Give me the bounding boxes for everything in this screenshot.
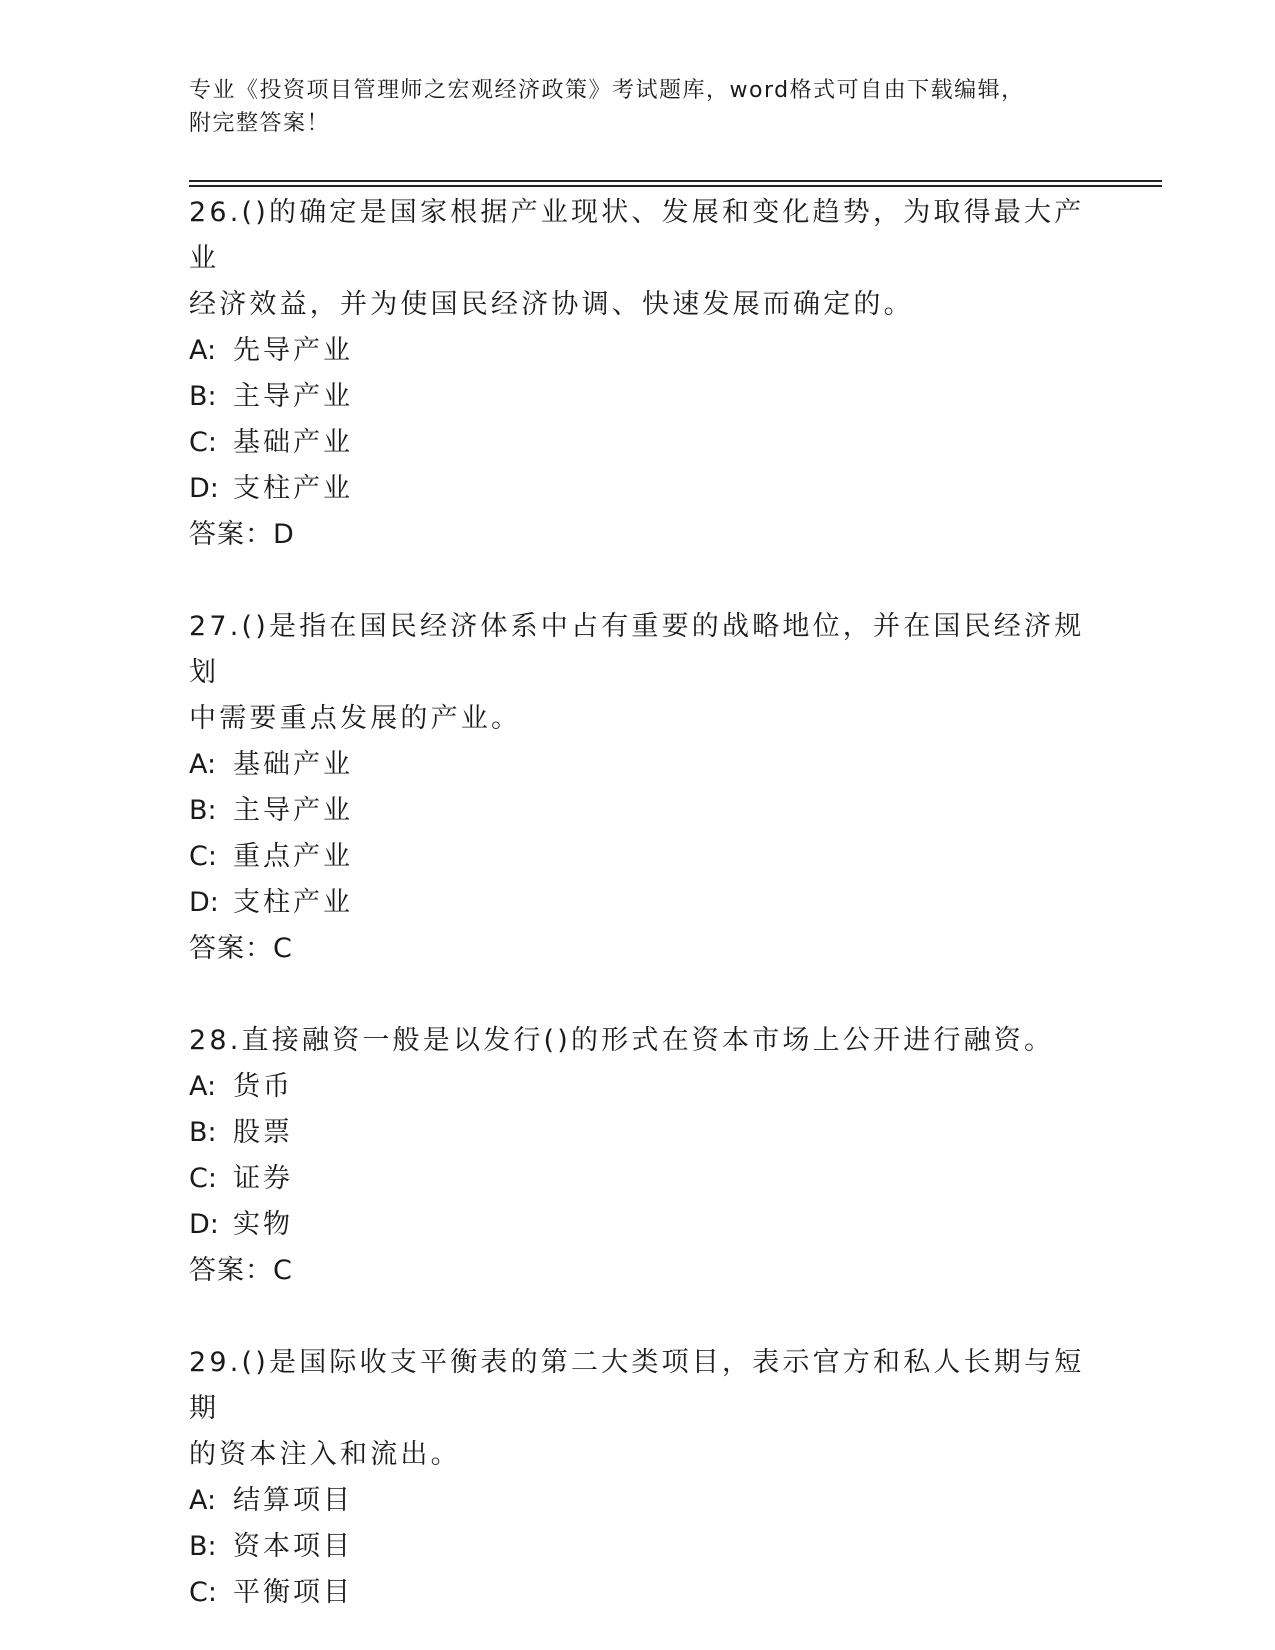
question-stem-line: 的资本注入和流出。 [189,1439,461,1470]
document-header [189,74,1069,140]
question-28 [189,1018,1089,1340]
question-list [189,190,1089,1616]
option-text: 资本项目 [233,1531,353,1562]
question-29 [189,1340,1089,1616]
question-stem-line: 经济效益，并为使国民经济协调、快速发展而确定的。 [189,289,914,320]
header-divider-bottom [189,185,1162,187]
option-c [189,420,1089,466]
option-text: 支柱产业 [233,887,353,918]
option-text: 股票 [233,1117,293,1148]
option-a [189,1478,1089,1524]
option-key: A: [189,1485,217,1516]
option-key: D: [189,1209,219,1240]
option-key: B: [189,1117,217,1148]
option-text: 平衡项目 [233,1577,353,1608]
header-divider-top [189,180,1162,182]
option-key: A: [189,335,217,366]
option-key: C: [189,1163,217,1194]
option-key: D: [189,887,219,918]
option-d [189,880,1089,926]
option-d [189,466,1089,512]
option-text: 实物 [233,1209,293,1240]
option-key: A: [189,749,217,780]
question-stem-line: 26.()的确定是国家根据产业现状、发展和变化趋势，为取得最大产业 [189,197,1085,274]
option-key: C: [189,427,217,458]
option-text: 货币 [233,1071,293,1102]
question-stem-line: 29.()是国际收支平衡表的第二大类项目，表示官方和私人长期与短期 [189,1347,1085,1424]
option-b [189,1110,1089,1156]
option-key: B: [189,1531,217,1562]
option-text: 先导产业 [233,335,353,366]
option-text: 主导产业 [233,381,353,412]
option-key: B: [189,381,217,412]
question-stem-line: 28.直接融资一般是以发行()的形式在资本市场上公开进行融资。 [189,1025,1055,1056]
option-key: A: [189,1071,217,1102]
option-a [189,742,1089,788]
question-27 [189,604,1089,1018]
option-key: B: [189,795,217,826]
option-text: 证券 [233,1163,293,1194]
question-stem-line: 27.()是指在国民经济体系中占有重要的战略地位，并在国民经济规划 [189,611,1085,688]
option-b [189,788,1089,834]
option-key: C: [189,841,217,872]
option-a [189,328,1089,374]
option-text: 基础产业 [233,749,353,780]
option-text: 支柱产业 [233,473,353,504]
option-text: 基础产业 [233,427,353,458]
option-key: C: [189,1577,217,1608]
header-line-1: 专业《投资项目管理师之宏观经济政策》考试题库，word格式可自由下载编辑， [189,78,1025,103]
answer-line: 答案：C [189,933,293,964]
option-c [189,1570,1089,1616]
option-c [189,834,1089,880]
option-key: D: [189,473,219,504]
header-line-2: 附完整答案！ [189,111,331,136]
option-c [189,1156,1089,1202]
answer-line: 答案：C [189,1255,293,1286]
option-b [189,374,1089,420]
answer-line: 答案：D [189,519,295,550]
option-b [189,1524,1089,1570]
option-a [189,1064,1089,1110]
option-d [189,1202,1089,1248]
question-stem-line: 中需要重点发展的产业。 [189,703,522,734]
option-text: 重点产业 [233,841,353,872]
question-26 [189,190,1089,604]
option-text: 主导产业 [233,795,353,826]
option-text: 结算项目 [233,1485,353,1516]
